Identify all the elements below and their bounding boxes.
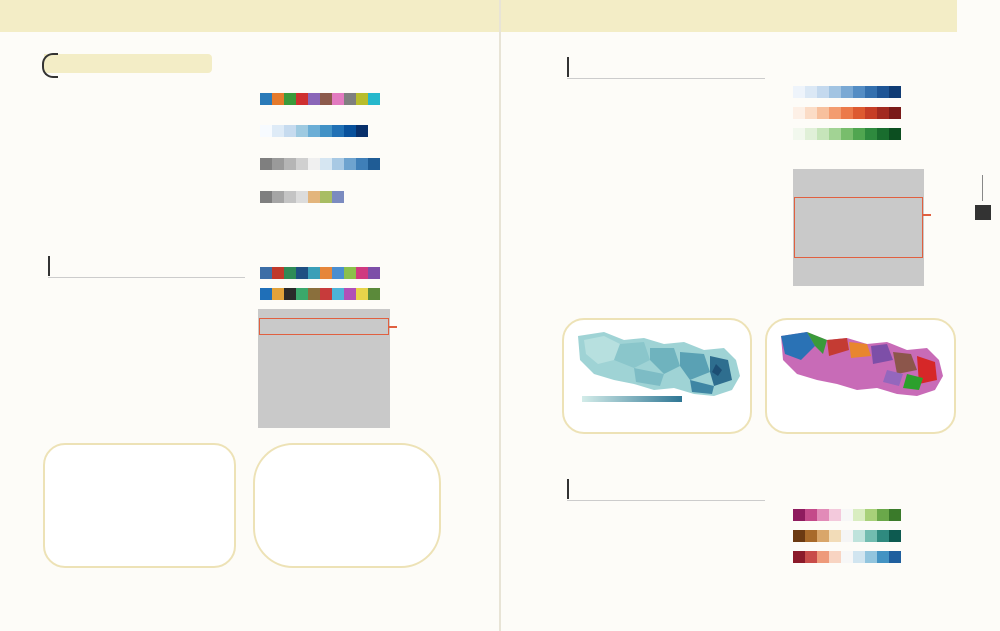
gutter [499,0,501,631]
heading-underline [48,277,245,278]
heading-bar [48,256,50,276]
header-bar [0,0,957,32]
chapter-tab [975,205,991,220]
heading-bar [567,57,569,77]
sequential-highlight-box [794,197,923,258]
caption-map1 [563,437,763,447]
strip-sequential [260,125,368,137]
sec3-body [560,83,765,308]
sec2-body [44,283,256,427]
side-line-top [982,175,983,201]
section-heading-palette [44,54,212,73]
map-category [767,320,954,432]
caption-pie [254,575,454,586]
category-strip-1 [260,267,380,279]
heading-underline [567,500,765,501]
category-pointer [389,326,397,328]
strip-diverging [260,158,380,170]
side-tab [975,205,991,236]
seq-strip-green [793,128,901,140]
legend-gradient [582,396,682,402]
bar-chart-frame [43,443,236,568]
category-strip-2 [260,288,380,300]
bar-chart [45,445,234,566]
pie-chart [255,445,439,566]
map-category-frame [765,318,956,434]
caption-map2 [766,437,966,447]
category-highlight-box [259,318,389,335]
heading-bar [567,479,569,499]
strip-category [260,93,380,105]
map-sequential-frame [562,318,752,434]
sec1-body [44,84,254,228]
sec4-body [560,506,775,586]
div-strip-3 [793,551,901,563]
map-sequential [564,320,750,432]
sequential-pointer [923,214,931,216]
pie-chart-frame [253,443,441,568]
caption-bar [44,575,244,586]
div-strip-2 [793,530,901,542]
seq-strip-blue [793,86,901,98]
strip-accent [260,191,344,203]
seq-strip-red [793,107,901,119]
div-strip-1 [793,509,901,521]
heading-underline [567,78,765,79]
